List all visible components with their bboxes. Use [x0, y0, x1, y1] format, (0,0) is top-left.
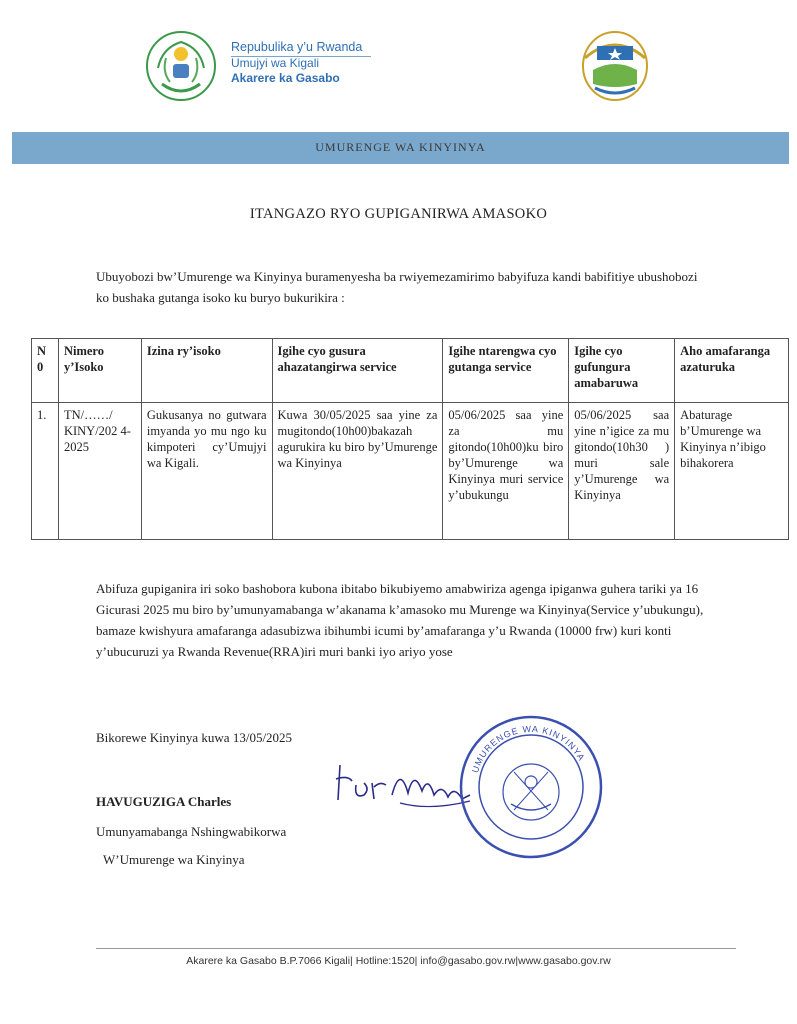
city-name: Umujyi wa Kigali — [231, 55, 320, 70]
tender-table — [31, 338, 789, 540]
signatory-name: HAVUGUZIGA Charles — [96, 794, 232, 809]
cell-site-visit: Kuwa 30/05/2025 saa yine za mugitondo(10h00)bakazah agurukira ku biro by’Umurenge wa Kinyinya — [272, 403, 443, 540]
header-opening: Igihe cyo gufungura amabaruwa — [569, 339, 675, 403]
cell-tender-name: Gukusanya no gutwara imyanda yo mu ngo ku kimpoteri cy’Umujyi wa Kigali. — [141, 403, 272, 540]
footer-divider — [96, 948, 736, 949]
cell-tender-number: TN/……/ KINY/202 4-2025 — [58, 403, 141, 540]
header-tender-number: Nimero y’Isoko — [58, 339, 141, 403]
republic-name: Repubulika y’u Rwanda — [231, 40, 363, 54]
header-funding: Aho amafaranga azaturuka — [675, 339, 789, 403]
signatory-role: Umunyamabanga Nshingwabikorwa — [96, 824, 287, 839]
intro-paragraph: Ubuyobozi bw’Umurenge wa Kinyinya buramenyesha ba rwiyemezamirimo babyifuza kandi babifitiye ubushobozi ko bushaka gutanga isoko ku buryo bukurikira : — [96, 269, 698, 305]
rwanda-coat-of-arms-logo — [140, 28, 222, 104]
footer-contact: Akarere ka Gasabo B.P.7066 Kigali| Hotline:1520| info@gasabo.gov.rw|www.gasabo.gov.rw — [186, 955, 611, 967]
header-tender-name: Izina ry’isoko — [141, 339, 272, 403]
header-titles — [231, 40, 362, 86]
cell-opening: 05/06/2025 saa yine n’igice za mu gitondo(10h30 ) muri sale y’Umurenge wa Kinyinya — [569, 403, 675, 540]
document-title: ITANGAZO RYO GUPIGANIRWA AMASOKO — [249, 206, 548, 222]
header-site-visit: Igihe cyo gusura ahazatangirwa service — [272, 339, 443, 403]
table-header-row — [32, 339, 789, 403]
official-stamp — [456, 712, 606, 862]
cell-number: 1. — [32, 403, 59, 540]
signatory-role-office: W’Umurenge wa Kinyinya — [103, 852, 245, 867]
gasabo-district-logo — [571, 28, 659, 104]
district-name: Akarere ka Gasabo — [231, 70, 340, 85]
table-row — [32, 403, 789, 540]
band-title: UMURENGE WA KINYINYA — [315, 140, 486, 154]
cell-funding: Abaturage b’Umurenge wa Kinyinya n’ibigo bihakorera — [675, 403, 789, 540]
header-number: N 0 — [32, 339, 59, 403]
header-deadline: Igihe ntarengwa cyo gutanga service — [443, 339, 569, 403]
stamp-label: UMURENGE WA KINYINYA — [470, 723, 587, 774]
date-line: Bikorewe Kinyinya kuwa 13/05/2025 — [96, 730, 293, 745]
instructions-paragraph: Abifuza gupiganira iri soko bashobora kubona ibitabo bikubiyemo amabwiriza agenga ipiganwa guhera tariki ya 16 Gicurasi 2025 mu biro by’umunyamabanga w’akanama k’amasoko mu Murenge wa Kinyinya(Service y’ubukungu), bamaze kwishyura amafaranga adasubizwa ibihumbi icumi by’amafaranga y’u Rwanda (10000 frw) kuri konti y’ubucuruzi ya Rwanda Revenue(RRA)iri muri banki iyo ariyo yose — [96, 581, 704, 659]
cell-deadline: 05/06/2025 saa yine za mu gitondo(10h00)ku biro by’Umurenge wa Kinyinya muri service y’ubukungu — [443, 403, 569, 540]
